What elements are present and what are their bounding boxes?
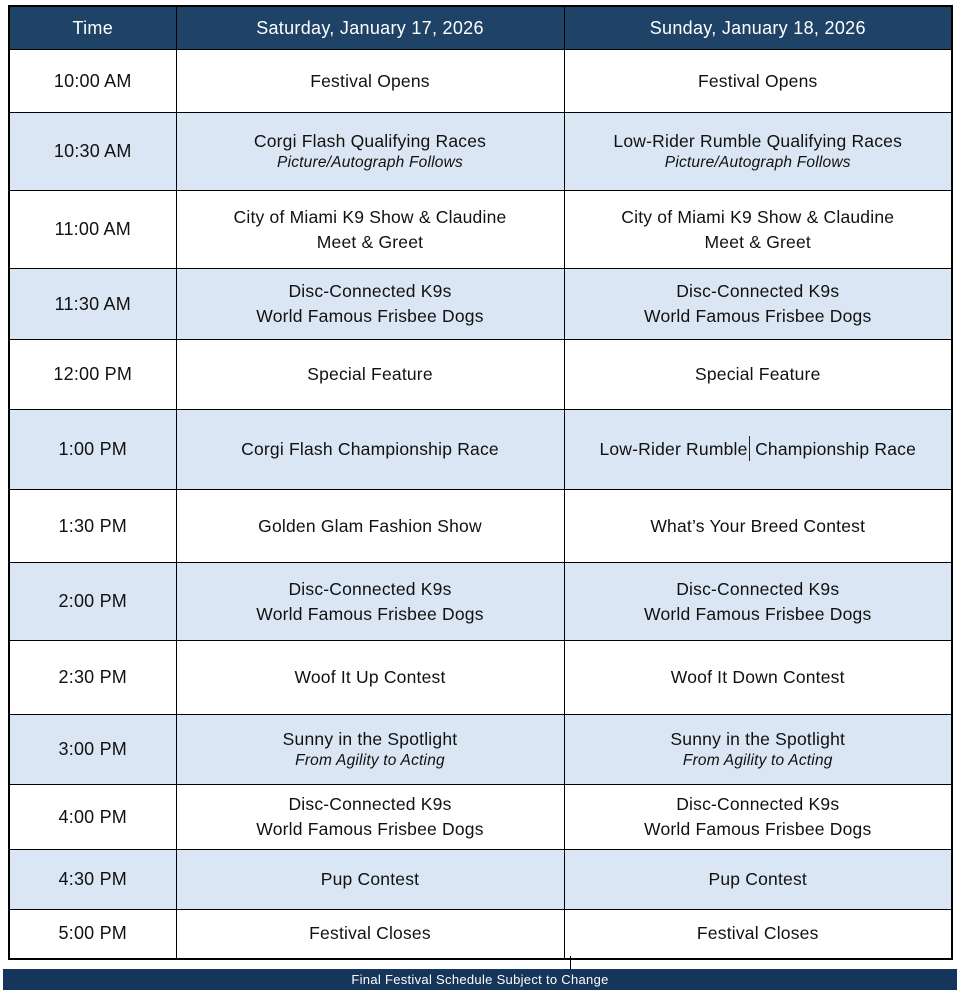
- time-cell[interactable]: 12:00 PM: [9, 340, 176, 410]
- event-title: Pup Contest: [708, 869, 807, 890]
- time-column-header[interactable]: Time: [9, 6, 176, 50]
- event-cell-sunday[interactable]: [564, 410, 952, 490]
- header-row: [9, 6, 952, 50]
- time-cell[interactable]: 10:00 AM: [9, 50, 176, 113]
- event-title: Golden Glam Fashion Show: [258, 515, 482, 536]
- text-cursor-caret: [749, 436, 751, 461]
- event-title: Special Feature: [307, 364, 433, 385]
- event-subtitle: From Agility to Acting: [682, 752, 833, 770]
- text-after-caret: Championship Race: [755, 439, 917, 460]
- event-title: Disc-Connected K9s: [288, 794, 452, 815]
- footer-banner: [3, 969, 957, 990]
- schedule-row: [9, 910, 952, 959]
- schedule-row: [9, 50, 952, 113]
- event-title: City of Miami K9 Show & Claudine: [233, 206, 507, 227]
- event-cell-sunday[interactable]: [564, 715, 952, 785]
- event-title-line2: World Famous Frisbee Dogs: [644, 819, 872, 839]
- event-cell-saturday[interactable]: [176, 910, 564, 959]
- event-title: [571, 437, 946, 462]
- schedule-row: [9, 641, 952, 715]
- time-cell[interactable]: 1:30 PM: [9, 490, 176, 563]
- event-cell-sunday[interactable]: [564, 113, 952, 191]
- event-cell-saturday[interactable]: [176, 113, 564, 191]
- event-cell-sunday[interactable]: [564, 785, 952, 850]
- event-title: What’s Your Breed Contest: [650, 515, 866, 536]
- event-cell-sunday[interactable]: [564, 191, 952, 269]
- event-title: Corgi Flash Championship Race: [241, 439, 499, 460]
- event-cell-sunday[interactable]: [564, 269, 952, 340]
- saturday-column-header[interactable]: Saturday, January 17, 2026: [176, 6, 564, 50]
- event-title: Disc-Connected K9s: [676, 578, 840, 599]
- event-title: Low-Rider Rumble Qualifying Races: [613, 130, 903, 151]
- event-cell-saturday[interactable]: [176, 50, 564, 113]
- event-cell-saturday[interactable]: [176, 850, 564, 910]
- event-subtitle: Picture/Autograph Follows: [277, 154, 463, 172]
- event-title-line2: Meet & Greet: [704, 231, 811, 252]
- event-subtitle: From Agility to Acting: [295, 752, 445, 770]
- event-title: Woof It Up Contest: [294, 667, 446, 688]
- schedule-row: [9, 191, 952, 269]
- event-title: City of Miami K9 Show & Claudine: [621, 206, 895, 227]
- schedule-row: [9, 715, 952, 785]
- event-cell-sunday[interactable]: [564, 340, 952, 410]
- event-cell-saturday[interactable]: [176, 563, 564, 641]
- event-cell-sunday[interactable]: [564, 490, 952, 563]
- event-title: Festival Closes: [696, 923, 819, 944]
- schedule-table: [8, 5, 953, 960]
- time-cell[interactable]: 4:30 PM: [9, 850, 176, 910]
- time-cell[interactable]: 2:30 PM: [9, 641, 176, 715]
- time-cell[interactable]: 1:00 PM: [9, 410, 176, 490]
- event-title-line2: World Famous Frisbee Dogs: [644, 603, 872, 624]
- schedule-row: [9, 113, 952, 191]
- event-cell-sunday[interactable]: [564, 563, 952, 641]
- event-title: Special Feature: [694, 364, 821, 385]
- event-title: Sunny in the Spotlight: [282, 728, 458, 749]
- event-title: Festival Closes: [309, 923, 431, 944]
- schedule-row: [9, 850, 952, 910]
- event-cell-sunday[interactable]: [564, 850, 952, 910]
- event-title: Pup Contest: [320, 869, 420, 890]
- event-cell-sunday[interactable]: [564, 910, 952, 959]
- event-cell-saturday[interactable]: [176, 340, 564, 410]
- event-cell-sunday[interactable]: [564, 641, 952, 715]
- event-title: Woof It Down Contest: [670, 667, 845, 688]
- event-title: Festival Opens: [697, 70, 818, 91]
- time-cell[interactable]: 2:00 PM: [9, 563, 176, 641]
- event-title-line2: World Famous Frisbee Dogs: [644, 306, 872, 326]
- time-cell[interactable]: 11:30 AM: [9, 269, 176, 340]
- event-title: Corgi Flash Qualifying Races: [253, 130, 487, 151]
- event-title: Disc-Connected K9s: [288, 281, 452, 302]
- event-title-line2: World Famous Frisbee Dogs: [256, 819, 484, 839]
- column-divider-stub: [570, 956, 571, 969]
- text-before-caret: Low-Rider Rumble: [599, 439, 748, 460]
- schedule-row: [9, 269, 952, 340]
- event-cell-saturday[interactable]: [176, 715, 564, 785]
- time-cell[interactable]: 10:30 AM: [9, 113, 176, 191]
- event-title-line2: Meet & Greet: [316, 231, 424, 252]
- event-title: Festival Opens: [310, 70, 430, 91]
- schedule-row: [9, 340, 952, 410]
- event-title: Sunny in the Spotlight: [670, 728, 846, 749]
- event-cell-saturday[interactable]: [176, 785, 564, 850]
- event-title: Disc-Connected K9s: [676, 794, 840, 815]
- event-subtitle: Picture/Autograph Follows: [664, 154, 851, 172]
- event-title-line2: World Famous Frisbee Dogs: [256, 306, 484, 326]
- schedule-row: [9, 490, 952, 563]
- event-title: Disc-Connected K9s: [676, 281, 840, 302]
- event-cell-saturday[interactable]: [176, 191, 564, 269]
- schedule-row: [9, 410, 952, 490]
- event-cell-saturday[interactable]: [176, 641, 564, 715]
- time-cell[interactable]: 3:00 PM: [9, 715, 176, 785]
- event-cell-saturday[interactable]: [176, 490, 564, 563]
- event-cell-sunday[interactable]: [564, 50, 952, 113]
- event-title: Disc-Connected K9s: [288, 578, 452, 599]
- event-cell-saturday[interactable]: [176, 269, 564, 340]
- event-cell-saturday[interactable]: [176, 410, 564, 490]
- time-cell[interactable]: 5:00 PM: [9, 910, 176, 959]
- event-title-line2: World Famous Frisbee Dogs: [256, 603, 484, 624]
- sunday-column-header[interactable]: Sunday, January 18, 2026: [564, 6, 952, 50]
- schedule-row: [9, 785, 952, 850]
- footer-text: Final Festival Schedule Subject to Change: [351, 972, 609, 987]
- schedule-row: [9, 563, 952, 641]
- time-cell[interactable]: 4:00 PM: [9, 785, 176, 850]
- time-cell[interactable]: 11:00 AM: [9, 191, 176, 269]
